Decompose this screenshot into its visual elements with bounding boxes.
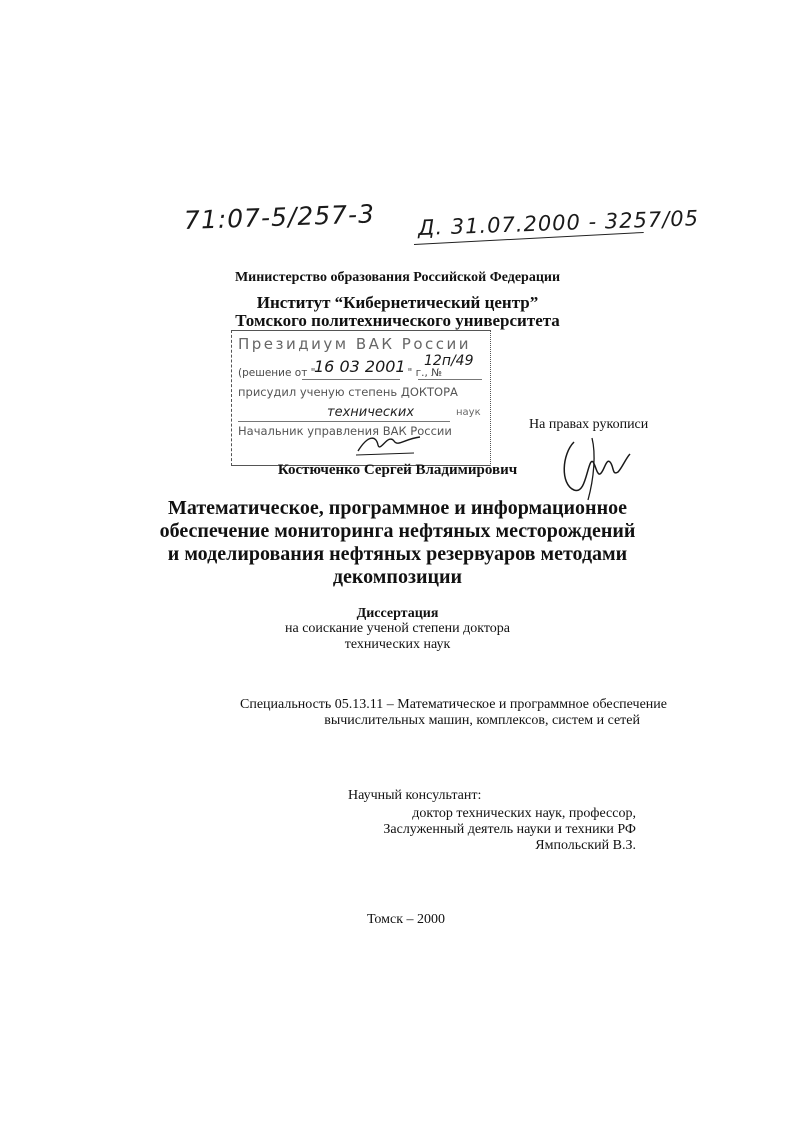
stamp-line-4-suffix: наук xyxy=(456,407,481,418)
stamp-field-underline xyxy=(238,421,450,422)
handwritten-code-left: 71:07-5/257-3 xyxy=(183,199,376,235)
dissertation-label: Диссертация xyxy=(356,606,439,621)
advisor-label: Научный консультант: xyxy=(348,788,482,803)
dissertation-degree-line-1: на соискание ученой степени доктора xyxy=(285,621,510,636)
stamp-line-4-handwritten: технических xyxy=(327,405,415,420)
stamp-handwritten-number: 12п/49 xyxy=(424,353,474,369)
stamp-number-underline xyxy=(418,379,482,380)
title-line: декомпозиции xyxy=(332,566,463,588)
title-line: обеспечение мониторинга нефтяных месторождений xyxy=(159,520,636,542)
dissertation-title xyxy=(140,497,655,589)
city-year: Томск – 2000 xyxy=(366,912,446,927)
vak-stamp xyxy=(231,330,491,466)
stamp-signature-icon xyxy=(354,429,424,459)
stamp-line-1: Президиум ВАК России xyxy=(238,335,472,353)
ministry-heading: Министерство образования Российской Федерации xyxy=(234,270,561,285)
specialty-line-1: Специальность 05.13.11 – Математическое и программное обеспечение xyxy=(240,697,667,712)
advisor-name: Ямпольский В.З. xyxy=(535,838,636,853)
author-name: Костюченко Сергей Владимирович xyxy=(277,462,518,478)
stamp-line-3: присудил ученую степень ДОКТОРА xyxy=(238,385,458,399)
stamp-line-2-prefix: (решение от " xyxy=(238,367,316,379)
stamp-line-2-mid: " г., № xyxy=(407,367,443,379)
title-line: Математическое, программное и информационное xyxy=(168,497,627,519)
stamp-line-5: Начальник управления ВАК России xyxy=(238,424,452,438)
specialty-line-2: вычислительных машин, комплексов, систем и сетей xyxy=(324,713,640,728)
advisor-honorary-title: Заслуженный деятель науки и техники РФ xyxy=(383,822,636,837)
title-line: и моделирования нефтяных резервуаров методами xyxy=(167,543,628,565)
stamp-handwritten-date: 16 03 2001 xyxy=(314,357,406,376)
manuscript-rights-note: На правах рукописи xyxy=(529,417,649,432)
university-heading: Томского политехнического университета xyxy=(235,311,560,330)
stamp-date-underline xyxy=(302,379,400,380)
handwritten-code-right: Д. 31.07.2000 - 3257/05 xyxy=(417,206,700,240)
institute-heading: Институт “Кибернетический центр” xyxy=(256,293,539,312)
dissertation-degree-line-2: технических наук xyxy=(344,637,451,652)
advisor-degree: доктор технических наук, профессор, xyxy=(412,806,636,821)
